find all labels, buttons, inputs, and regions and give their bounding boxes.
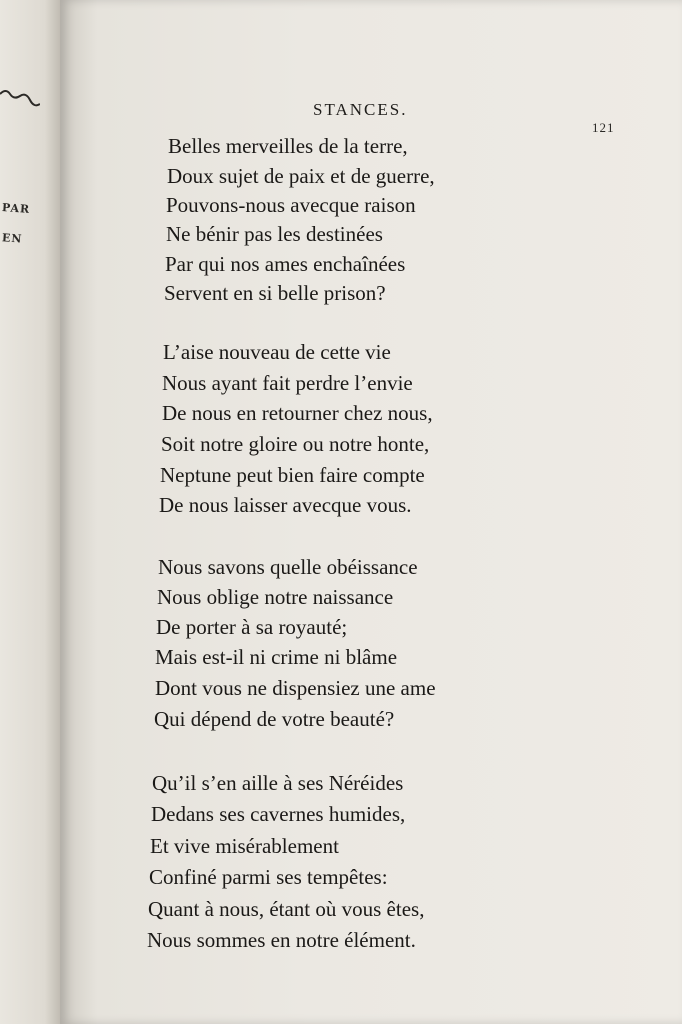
poem-line: De nous en retourner chez nous,: [162, 401, 433, 425]
poem-line: Par qui nos ames enchaînées: [165, 252, 406, 276]
poem-line: Qui dépend de votre beauté?: [154, 707, 395, 731]
poem-line: Quant à nous, étant où vous êtes,: [148, 897, 425, 921]
poem-line: Nous sommes en notre élément.: [147, 928, 416, 952]
poem-line: Nous ayant fait perdre l’envie: [162, 371, 413, 395]
page-number: 121: [592, 120, 615, 135]
poem-line: Nous savons quelle obéissance: [158, 555, 418, 579]
left-page-fragment: PAR: [1, 201, 31, 216]
poem-line: Et vive misérablement: [150, 834, 339, 858]
poem-line: Doux sujet de paix et de guerre,: [167, 164, 435, 188]
poem-line: Neptune peut bien faire compte: [160, 463, 425, 487]
left-page-edge: [0, 0, 64, 1024]
running-head: STANCES.: [313, 100, 408, 119]
poem-line: Servent en si belle prison?: [164, 281, 386, 305]
poem-line: Nous oblige notre naissance: [157, 585, 394, 609]
poem-line: De nous laisser avecque vous.: [159, 493, 412, 517]
ornament-icon: [0, 86, 40, 116]
poem-line: Belles merveilles de la terre,: [168, 134, 408, 158]
poem-line: Dont vous ne dispensiez une ame: [155, 676, 436, 700]
left-page-fragment: EN: [1, 231, 23, 246]
poem-line: Ne bénir pas les destinées: [166, 222, 383, 246]
poem-line: Confiné parmi ses tempêtes:: [149, 865, 388, 889]
poem-line: L’aise nouveau de cette vie: [163, 340, 391, 364]
poem-line: De porter à sa royauté;: [156, 615, 348, 639]
poem-line: Qu’il s’en aille à ses Néréides: [152, 771, 404, 795]
poem-line: Soit notre gloire ou notre honte,: [161, 432, 430, 456]
poem-line: Mais est-il ni crime ni blâme: [155, 645, 398, 669]
poem-line: Pouvons-nous avecque raison: [166, 193, 416, 217]
poem-line: Dedans ses cavernes humides,: [151, 802, 406, 826]
